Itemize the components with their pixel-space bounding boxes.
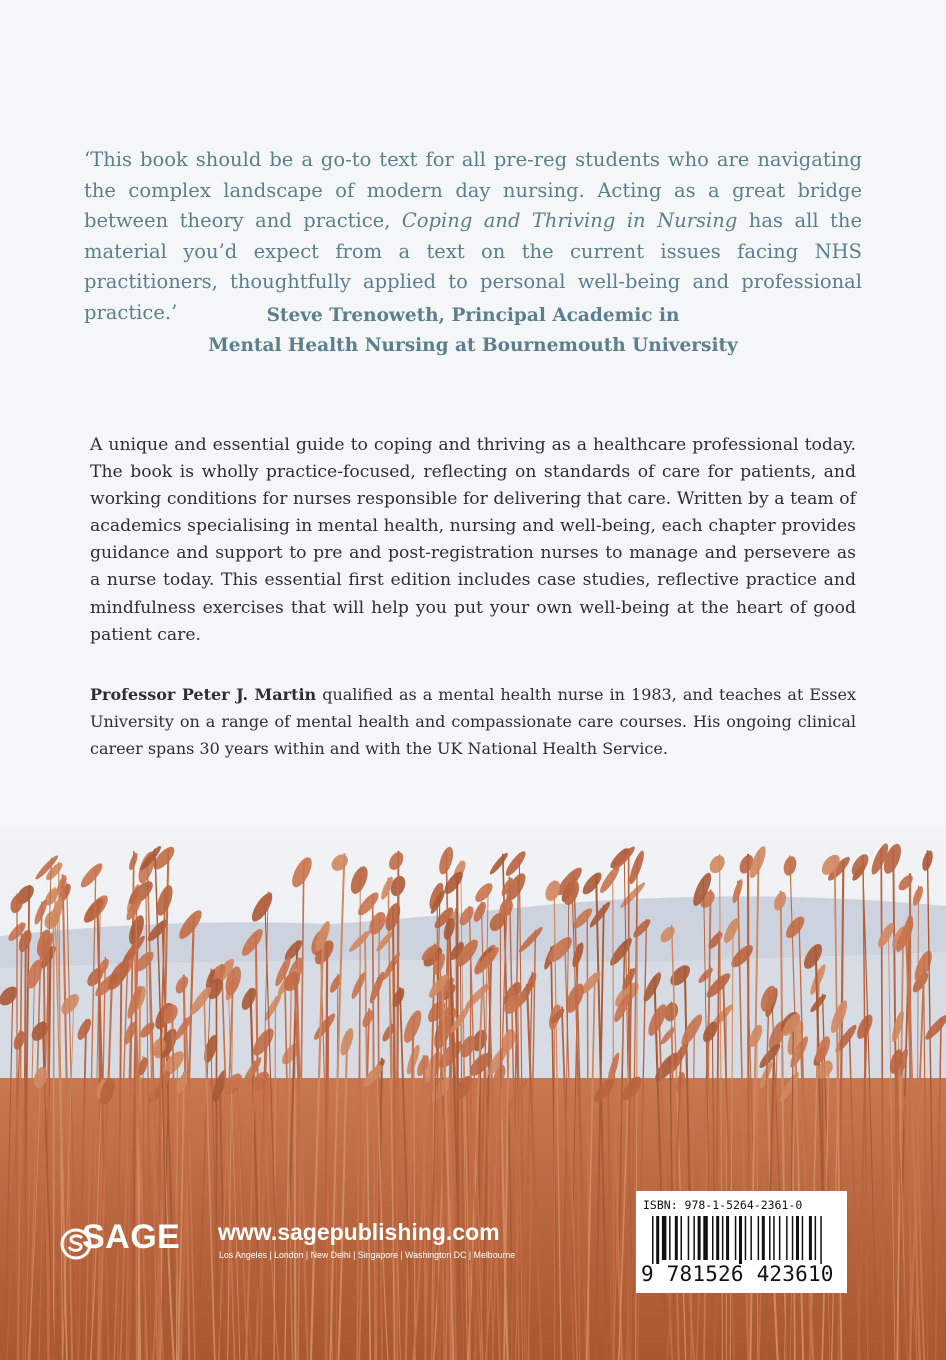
barcode-bar	[758, 1216, 760, 1260]
endorsement-attribution	[84, 301, 862, 361]
barcode-bar	[745, 1216, 747, 1260]
publisher-cities: Los Angeles | London | New Delhi | Singapore | Washington DC | Melbourne	[219, 1250, 516, 1260]
isbn-label: ISBN: 978-1-5264-2361-0	[643, 1198, 803, 1212]
barcode-bar	[726, 1216, 729, 1260]
barcode-bar	[712, 1216, 714, 1260]
book-description: A unique and essential guide to coping and thriving as a healthcare professional today. The book is wholly practice-focused, reflecting on standards of care for patients, and working conditions for nurses responsible for delivering that care. Written by a team of academics specialising in mental health, nursing and well-being, each chapter provides guidance and support to pre and post-registration nurses to manage and persevere as a nurse today. This essential first edition includes case studies, reflective practice and mindfulness exercises that will help you put your own well-being at the heart of good patient care.	[90, 435, 856, 645]
publisher-url: www.sagepublishing.com	[218, 1219, 500, 1245]
barcode-bar	[675, 1216, 678, 1260]
attribution-line-2: Mental Health Nursing at Bournemouth University	[208, 335, 738, 356]
barcode-bar	[681, 1216, 683, 1260]
barcode-bar	[722, 1216, 724, 1260]
sage-s-icon	[69, 1236, 82, 1251]
barcode-bar	[786, 1216, 788, 1260]
barcode-bar	[656, 1216, 659, 1264]
barcode-bar	[779, 1216, 781, 1260]
barcode-bar	[802, 1216, 804, 1260]
quote-text-start: ‘This book should be a go-to text for all pre-reg students who are navigating the complex landscape of modern day nursing. Acting as a great bridge between theory and practice,	[84, 148, 862, 233]
barcode-bar	[652, 1216, 654, 1264]
barcode-bar	[809, 1216, 812, 1260]
barcode-bar	[662, 1216, 667, 1260]
sage-logo-text: SAGE	[82, 1218, 181, 1256]
barcode-bar	[688, 1216, 690, 1260]
barcode-bar	[703, 1216, 708, 1260]
barcode-bar	[820, 1216, 822, 1264]
barcode-bar	[750, 1216, 752, 1260]
quote-book-title: Coping and Thriving in Nursing	[401, 209, 738, 233]
reed-stem	[910, 873, 911, 1360]
barcode-bar	[762, 1216, 765, 1260]
barcode-bar	[792, 1216, 794, 1260]
barcode-bar	[698, 1216, 701, 1260]
barcode-bars	[652, 1216, 842, 1264]
barcode-bar	[669, 1216, 671, 1260]
quote-text-end: has all the material you’d expect from a text on the current issues facing NHS practitioners, thoughtfully applied to personal well-being and professional practice.’	[84, 209, 862, 324]
barcode-bar	[796, 1216, 799, 1260]
author-name: Professor Peter J. Martin	[90, 685, 317, 704]
barcode-bar	[735, 1216, 737, 1260]
barcode-bar	[693, 1216, 695, 1260]
reed-stem	[294, 1044, 295, 1360]
reed-stem	[139, 988, 140, 1360]
barcode-bar	[716, 1216, 719, 1260]
barcode-bar	[815, 1216, 817, 1260]
barcode-bar	[773, 1216, 775, 1260]
barcode-bar	[769, 1216, 771, 1260]
author-bio	[90, 681, 856, 762]
barcode-bar	[739, 1216, 742, 1264]
ean-digits: 9 781526 423610	[641, 1262, 834, 1286]
author-bio-text: qualified as a mental health nurse in 1983, and teaches at Essex University on a range of mental health and compassionate care courses. His ongoing clinical career spans 30 years within and with the UK National Health Service.	[90, 685, 856, 759]
attribution-line-1: Steve Trenoweth, Principal Academic in	[266, 305, 680, 326]
